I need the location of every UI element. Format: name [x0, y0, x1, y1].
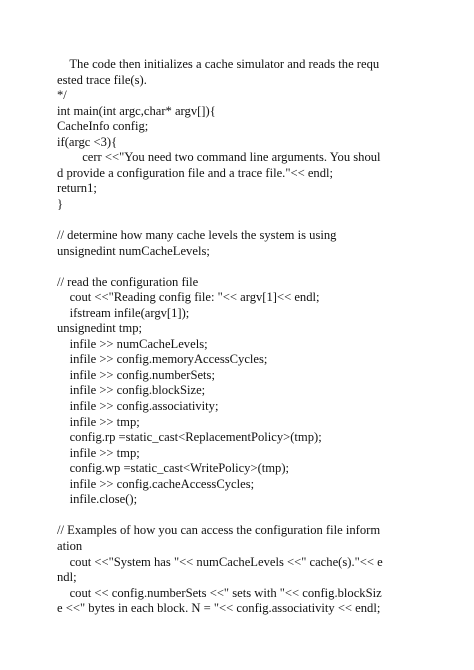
text-line: cerr <<"You need two command line arguments. You shoul — [57, 150, 381, 165]
text-line: infile >> tmp; — [57, 445, 140, 460]
text-line: infile >> config.blockSize; — [57, 383, 206, 398]
text-line: int main(int argc,char* argv[]){ — [57, 103, 216, 118]
text-line: e <<" bytes in each block. N = "<< config.associativity << endl; — [57, 601, 381, 616]
text-line: infile >> config.memoryAccessCycles; — [57, 352, 268, 367]
blank-line — [57, 508, 419, 524]
blank-line — [57, 212, 419, 228]
text-line: ested trace file(s). — [57, 72, 147, 87]
text-line: } — [57, 196, 64, 211]
text-line: infile >> config.associativity; — [57, 399, 219, 414]
text-line: infile.close(); — [57, 492, 138, 507]
text-line: The code then initializes a cache simulator and reads the requ — [57, 57, 380, 71]
text-line: infile >> numCacheLevels; — [57, 336, 208, 351]
text-line: cout <<"System has "<< numCacheLevels <<" cache(s)."<< e — [57, 554, 383, 569]
text-line: ifstream infile(argv[1]); — [57, 305, 190, 320]
text-line: unsignedint tmp; — [57, 321, 143, 336]
text-line: */ — [57, 88, 67, 103]
text-line: config.rp =static_cast<ReplacementPolicy>(tmp); — [57, 430, 322, 445]
text-line: ndl; — [57, 570, 77, 585]
text-line: config.wp =static_cast<WritePolicy>(tmp); — [57, 461, 290, 476]
code-text-block — [57, 57, 419, 617]
text-line: if(argc <3){ — [57, 134, 118, 149]
text-line: infile >> config.cacheAccessCycles; — [57, 476, 255, 491]
blank-line — [57, 259, 419, 275]
text-line: // Examples of how you can access the configuration file inform — [57, 523, 381, 538]
text-line: CacheInfo config; — [57, 119, 149, 134]
text-line: infile >> tmp; — [57, 414, 140, 429]
text-line: infile >> config.numberSets; — [57, 367, 215, 382]
text-line: ation — [57, 538, 83, 553]
text-line: unsignedint numCacheLevels; — [57, 243, 210, 258]
text-line: // read the configuration file — [57, 274, 199, 289]
text-line: // determine how many cache levels the system is using — [57, 228, 337, 243]
text-line: return1; — [57, 181, 97, 196]
text-line: cout << config.numberSets <<" sets with "<< config.blockSiz — [57, 585, 382, 600]
text-line: d provide a configuration file and a trace file."<< endl; — [57, 165, 334, 180]
text-line: cout <<"Reading config file: "<< argv[1]<< endl; — [57, 290, 320, 305]
